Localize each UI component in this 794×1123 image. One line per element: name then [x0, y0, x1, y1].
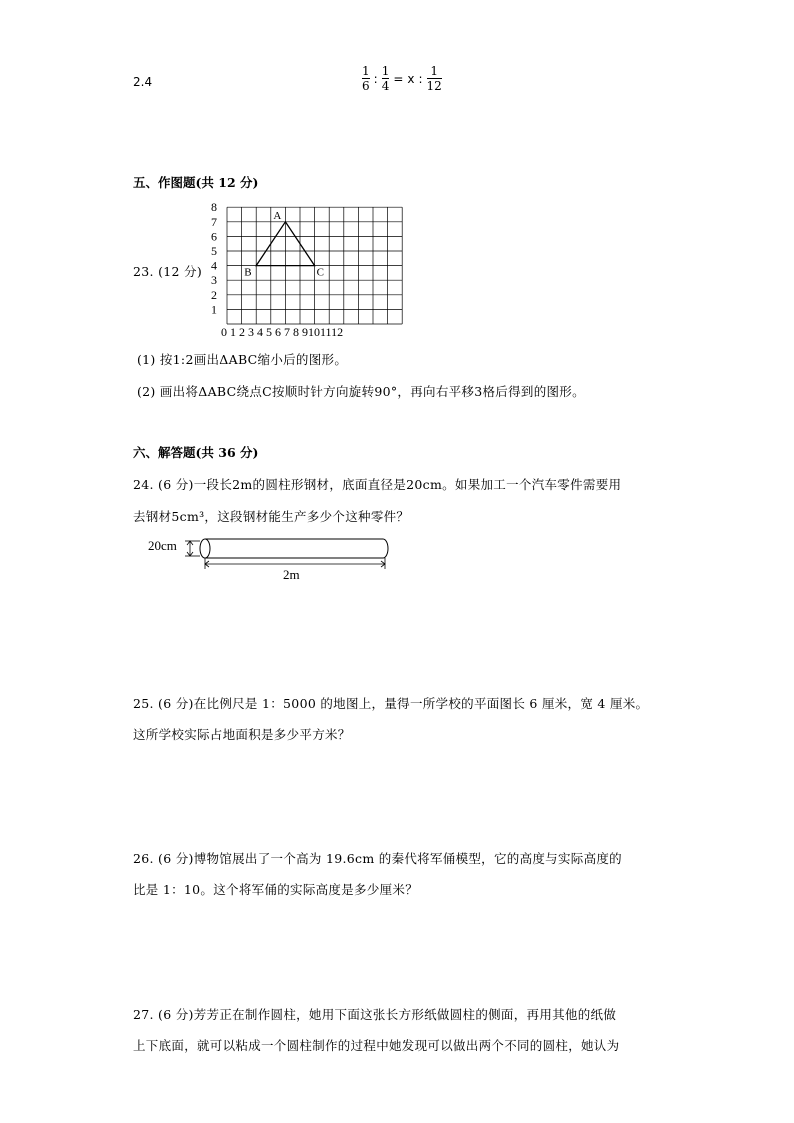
section-title-solutions: 六、解答题(共 36 分)	[133, 445, 259, 460]
fraction-numerator: 1	[381, 64, 390, 78]
section-title-drawing: 五、作图题(共 12 分)	[133, 175, 259, 190]
question-25-line-1: 25. (6 分)在比例尺是 1：5000 的地图上，量得一所学校的平面图长 6 厘米，宽 4 厘米。	[133, 696, 649, 711]
question-24-line-1: 24. (6 分)一段长2m的圆柱形钢材，底面直径是20cm。如果加工一个汽车零件需要用	[133, 477, 622, 492]
fraction-denominator: 12	[426, 79, 442, 93]
cylinder-end	[200, 539, 210, 558]
length-label: 2m	[283, 567, 300, 582]
fraction-numerator: 1	[430, 64, 438, 78]
question-24-line-2: 去钢材5cm³，这段钢材能生产多少个这种零件？	[133, 509, 410, 524]
cylinder-body	[205, 539, 388, 558]
question-number: 23.	[133, 264, 154, 279]
y-tick-label: 3	[211, 273, 217, 288]
diameter-label: 20cm	[148, 538, 177, 553]
fraction-one-fourth	[382, 64, 390, 93]
proportion-expression	[362, 64, 442, 93]
question-score: (12 分)	[158, 264, 202, 279]
ratio-colon: :	[418, 71, 423, 86]
y-tick-label: 4	[211, 258, 217, 273]
y-tick-label: 8	[211, 200, 217, 215]
y-tick-label: 5	[211, 244, 217, 258]
equals-sign: =	[393, 71, 404, 86]
fraction-one-twelfth	[427, 64, 442, 93]
triangle-grid-figure	[205, 196, 415, 340]
y-axis-tick-labels	[211, 200, 217, 316]
question-26-line-2: 比是 1：10。这个将军俑的实际高度是多少厘米？	[133, 882, 419, 897]
question-23-part-2: (2) 画出将ΔABC绕点C按顺时针方向旋转90°，再向右平移3格后得到的图形。	[137, 384, 585, 399]
y-tick-label: 6	[211, 229, 217, 244]
question-27-line-1: 27. (6 分)芳芳正在制作圆柱，她用下面这张长方形纸做圆柱的侧面，再用其他的纸做	[133, 1007, 617, 1022]
fraction-one-sixth	[362, 64, 370, 93]
question-23-part-1: (1) 按1:2画出ΔABC缩小后的图形。	[137, 352, 348, 367]
fraction-denominator: 4	[381, 79, 390, 93]
question-26-line-1: 26. (6 分)博物馆展出了一个高为 19.6cm 的秦代将军俑模型，它的高度与实际高度的	[133, 851, 622, 866]
fraction-denominator: 6	[362, 79, 370, 93]
ratio-colon: :	[373, 71, 378, 86]
previous-answer: 2.4	[133, 75, 153, 89]
cylinder-steel-diagram	[145, 533, 400, 583]
vertex-label: C	[316, 266, 324, 279]
fraction-numerator: 1	[362, 64, 370, 78]
question-23-label	[133, 262, 202, 280]
vertex-label: A	[273, 209, 282, 222]
y-tick-label: 7	[211, 214, 217, 229]
unknown-x: x	[407, 71, 415, 86]
vertex-label: B	[244, 266, 252, 279]
question-25-line-2: 这所学校实际占地面积是多少平方米？	[133, 727, 351, 742]
y-tick-label: 2	[211, 287, 217, 302]
question-27-line-2: 上下底面，就可以粘成一个圆柱制作的过程中她发现可以做出两个不同的圆柱，她认为	[133, 1038, 620, 1053]
x-axis-tick-labels: 0 1 2 3 4 5 6 7 8 9101112	[221, 325, 344, 339]
y-tick-label: 1	[211, 302, 217, 317]
